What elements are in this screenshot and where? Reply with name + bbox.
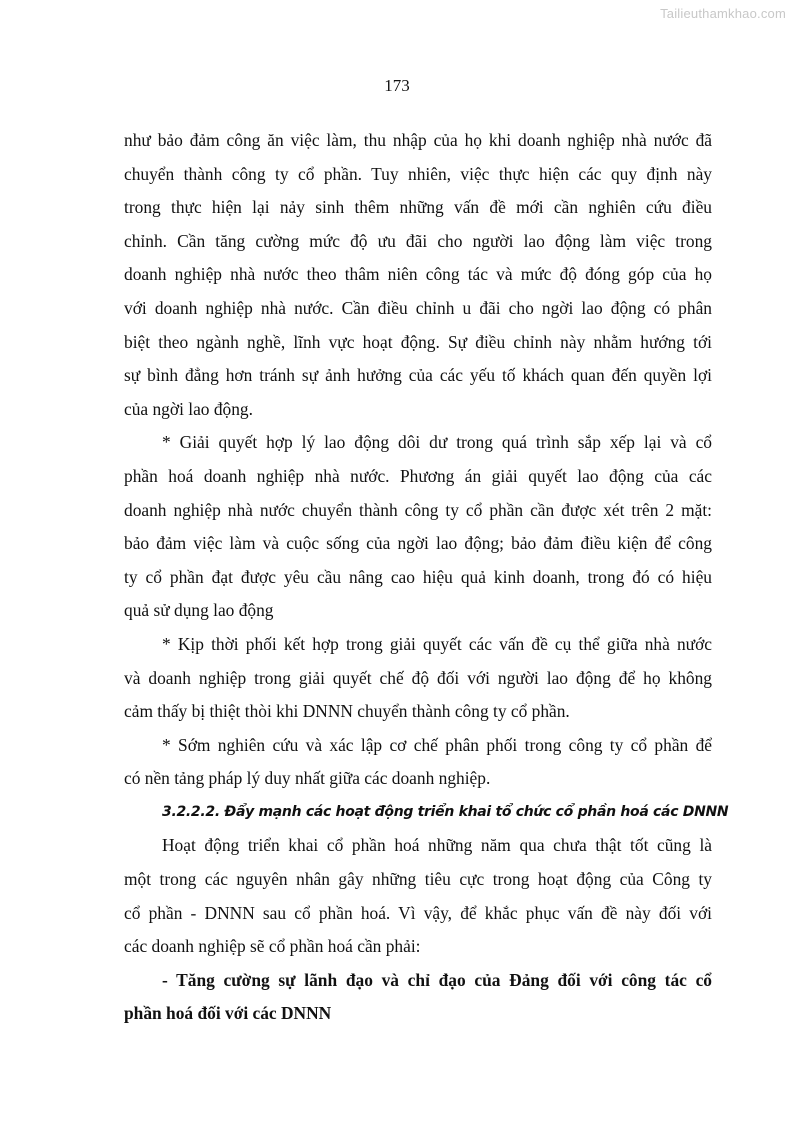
text-line: một trong các nguyên nhân gây những tiêu cực trong hoạt động của Công ty xyxy=(124,869,712,890)
text-line: Hoạt động triển khai cổ phần hoá những năm qua chưa thật tốt cũng là xyxy=(162,835,712,856)
text-line: doanh nghiệp nhà nước theo thâm niên công tác và mức độ đóng góp của họ xyxy=(124,264,712,285)
paragraph-implementation xyxy=(124,829,712,963)
text-line: * Sớm nghiên cứu và xác lập cơ chế phân phối trong công ty cổ phần để xyxy=(162,734,712,755)
paragraph-continuation xyxy=(124,124,712,426)
text-line: cổ phần - DNNN sau cổ phần hoá. Vì vậy, để khắc phục vấn đề này đối với xyxy=(124,902,712,923)
text-line: của ngời lao động. xyxy=(124,398,253,419)
text-line: các doanh nghiệp sẽ cổ phần hoá cần phải: xyxy=(124,936,421,957)
text-line: cảm thấy bị thiệt thòi khi DNNN chuyển thành công ty cổ phần. xyxy=(124,701,570,722)
text-line: * Kịp thời phối kết hợp trong giải quyết các vấn đề cụ thể giữa nhà nước xyxy=(162,633,712,654)
bullet-paragraph-distribution xyxy=(124,729,712,796)
bold-list-item xyxy=(124,964,712,1031)
page-number: 173 xyxy=(384,76,410,95)
text-line: - Tăng cường sự lãnh đạo và chỉ đạo của Đảng đối với công tác cổ xyxy=(162,969,712,990)
text-line: phần hoá doanh nghiệp nhà nước. Phương án giải quyết lao động của các xyxy=(124,465,712,486)
document-body xyxy=(124,124,729,1031)
text-line: chỉnh. Cần tăng cường mức độ ưu đãi cho người lao động làm việc trong xyxy=(124,230,712,251)
text-line: và doanh nghiệp trong giải quyết chế độ đối với người lao động để họ không xyxy=(124,667,712,688)
text-line: biệt theo ngành nghề, lĩnh vực hoạt động. Sự điều chỉnh này nhằm hướng tới xyxy=(124,331,712,352)
text-line: như bảo đảm công ăn việc làm, thu nhập của họ khi doanh nghiệp nhà nước đã xyxy=(124,130,712,150)
text-line: có nền tảng pháp lý duy nhất giữa các doanh nghiệp. xyxy=(124,768,491,789)
text-line: * Giải quyết hợp lý lao động dôi dư trong quá trình sắp xếp lại và cổ xyxy=(162,432,712,453)
text-line: với doanh nghiệp nhà nước. Cần điều chỉnh u đãi cho ngời lao động có phân xyxy=(124,297,712,318)
text-line: quả sử dụng lao động xyxy=(124,600,274,621)
text-line: bảo đảm việc làm và cuộc sống của ngời lao động; bảo đảm điều kiện để công xyxy=(124,533,712,554)
text-line: doanh nghiệp nhà nước chuyển thành công ty cổ phần cần được xét trên 2 mặt: xyxy=(124,499,712,520)
text-line: sự bình đẳng hơn tránh sự ảnh hưởng của các yếu tố khách quan đến quyền lợi xyxy=(124,365,712,386)
watermark: Tailieuthamkhao.com xyxy=(660,6,786,21)
bullet-paragraph-labor-surplus xyxy=(124,426,712,628)
text-line: chuyển thành công ty cổ phần. Tuy nhiên, việc thực hiện các quy định này xyxy=(124,163,712,184)
text-line: trong thực hiện lại nảy sinh thêm những vấn đề mới cần nghiên cứu điều xyxy=(124,197,712,218)
section-heading: 3.2.2.2. Đẩy mạnh các hoạt động triển khai tổ chức cổ phần hoá các DNNN xyxy=(162,803,729,820)
text-line: ty cổ phần đạt được yêu cầu nâng cao hiệu quả kinh doanh, trong đó có hiệu xyxy=(124,566,712,587)
bullet-paragraph-coordination xyxy=(124,628,712,729)
text-line: phần hoá đối với các DNNN xyxy=(124,1003,332,1024)
